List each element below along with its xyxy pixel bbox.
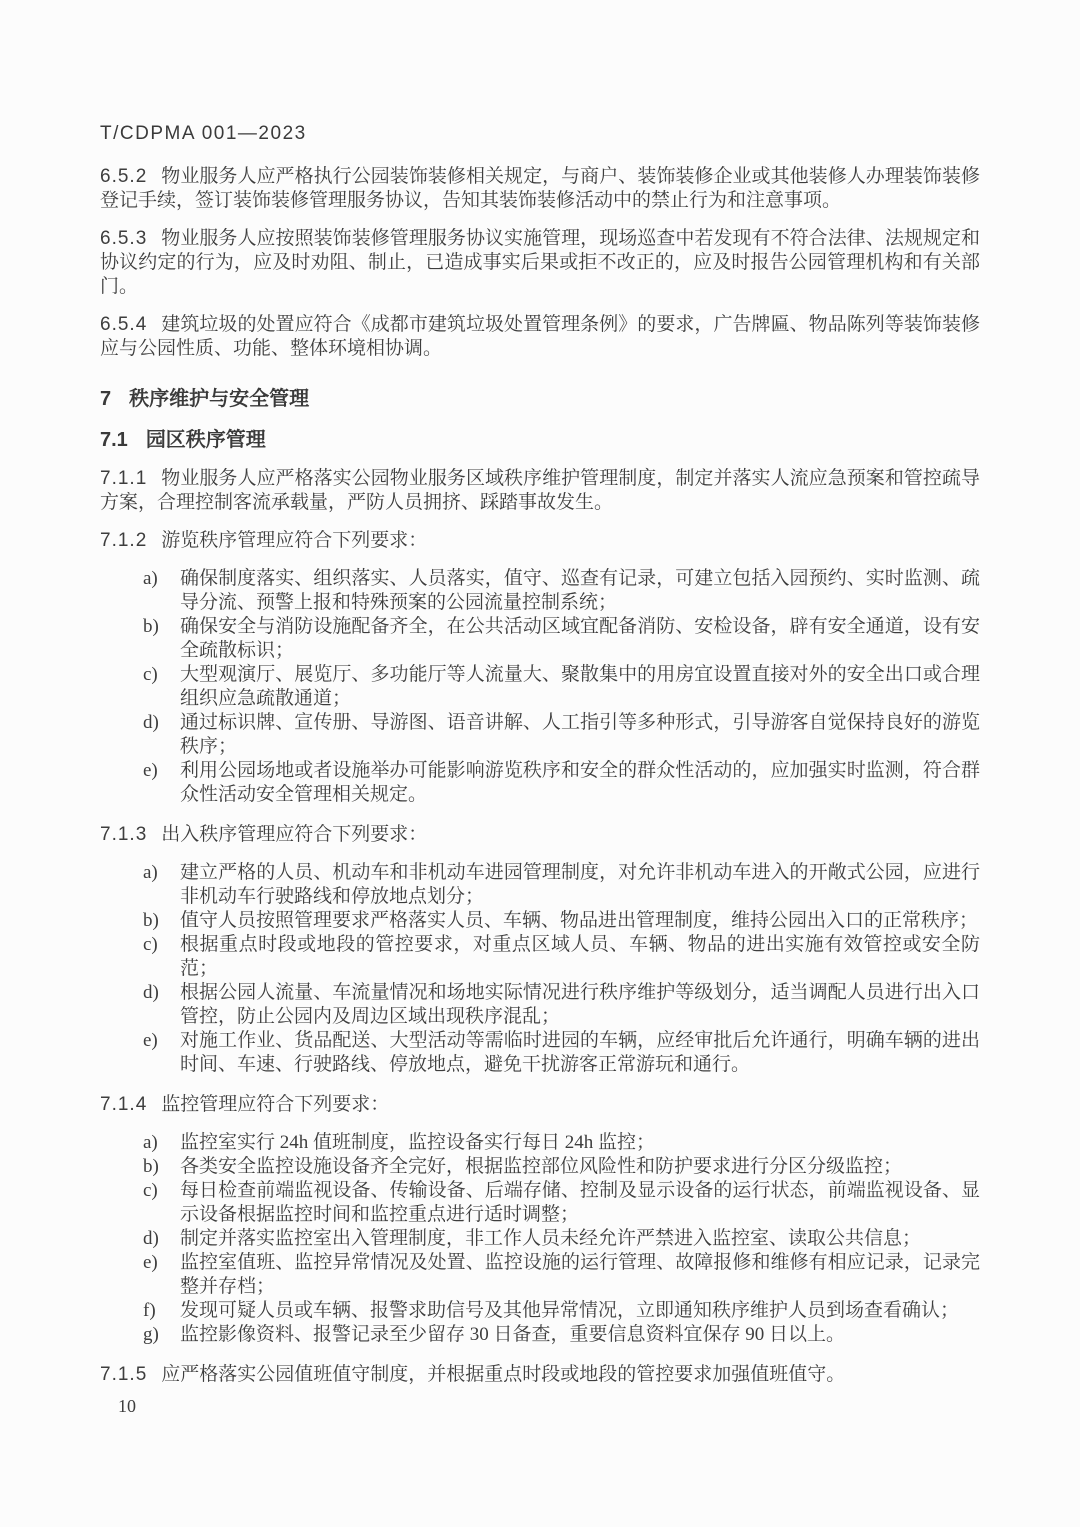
- item-label: c): [143, 1180, 158, 1201]
- item-label: c): [143, 934, 158, 955]
- item-text: 通过标识牌、宣传册、导游图、语音讲解、人工指引等多种形式，引导游客自觉保持良好的游览秩序；: [180, 712, 980, 757]
- list-item: [100, 567, 980, 615]
- item-text: 制定并落实监控室出入管理制度，非工作人员未经允许严禁进入监控室、读取公共信息；: [180, 1228, 922, 1249]
- item-label: d): [143, 982, 159, 1003]
- list-item: [100, 759, 980, 807]
- item-text: 值守人员按照管理要求严格落实人员、车辆、物品进出管理制度，维持公园出入口的正常秩序；: [180, 910, 979, 931]
- section-7-heading: [100, 387, 980, 412]
- document-code-header: T/CDPMA 001—2023: [100, 123, 307, 144]
- item-label: e): [143, 760, 158, 781]
- clause-number: 7.1.4: [100, 1094, 148, 1115]
- item-label: g): [143, 1324, 159, 1345]
- item-label: f): [143, 1300, 156, 1321]
- item-text: 确保制度落实、组织落实、人员落实，值守、巡查有记录，可建立包括入园预约、实时监测、疏导分流、预警上报和特殊预案的公园流量控制系统；: [180, 568, 980, 613]
- item-text: 监控室实行 24h 值班制度，监控设备实行每日 24h 监控；: [180, 1132, 656, 1153]
- item-text: 对施工作业、货品配送、大型活动等需临时进园的车辆，应经审批后允许通行，明确车辆的进出时间、车速、行驶路线、停放地点，避免干扰游客正常游玩和通行。: [180, 1030, 980, 1075]
- heading-number: 7.1: [100, 429, 128, 451]
- item-text: 建立严格的人员、机动车和非机动车进园管理制度，对允许非机动车进入的开敞式公园，应进行非机动车行驶路线和停放地点划分；: [180, 862, 980, 907]
- clause-text: 监控管理应符合下列要求：: [161, 1094, 390, 1115]
- clause-6-5-2: [100, 165, 980, 213]
- item-label: a): [143, 568, 158, 589]
- clause-text: 应严格落实公园值班值守制度，并根据重点时段或地段的管控要求加强值班值守。: [161, 1364, 846, 1385]
- list-item: [100, 1131, 980, 1155]
- clause-text: 物业服务人应严格落实公园物业服务区域秩序维护管理制度，制定并落实人流应急预案和管控疏导方案，合理控制客流承载量，严防人员拥挤、踩踏事故发生。: [100, 468, 980, 513]
- item-text: 监控影像资料、报警记录至少留存 30 日备查，重要信息资料宜保存 90 日以上。: [180, 1324, 846, 1345]
- requirement-list-7-1-4: [100, 1131, 980, 1347]
- item-text: 利用公园场地或者设施举办可能影响游览秩序和安全的群众性活动的，应加强实时监测，符合群众性活动安全管理相关规定。: [180, 760, 980, 805]
- item-label: a): [143, 1132, 158, 1153]
- clause-number: 6.5.4: [100, 314, 148, 335]
- clause-6-5-3: [100, 227, 980, 299]
- item-label: d): [143, 712, 159, 733]
- clause-text: 建筑垃圾的处置应符合《成都市建筑垃圾处置管理条例》的要求，广告牌匾、物品陈列等装饰装修应与公园性质、功能、整体环境相协调。: [100, 314, 980, 359]
- section-7-1-heading: [100, 428, 980, 453]
- page-content: [100, 123, 980, 1401]
- list-item: [100, 1299, 980, 1323]
- list-item: [100, 1323, 980, 1347]
- clause-number: 7.1.3: [100, 824, 148, 845]
- clause-7-1-5: [100, 1363, 980, 1387]
- clause-number: 7.1.1: [100, 468, 148, 489]
- heading-text: 秩序维护与安全管理: [129, 388, 310, 410]
- clause-7-1-3: [100, 823, 980, 847]
- item-text: 根据重点时段或地段的管控要求，对重点区域人员、车辆、物品的进出实施有效管控或安全防范；: [180, 934, 980, 979]
- item-label: c): [143, 664, 158, 685]
- item-text: 发现可疑人员或车辆、报警求助信号及其他异常情况，立即通知秩序维护人员到场查看确认；: [180, 1300, 960, 1321]
- clause-text: 游览秩序管理应符合下列要求：: [161, 530, 428, 551]
- list-item: [100, 711, 980, 759]
- requirement-list-7-1-3: [100, 861, 980, 1077]
- list-item: [100, 909, 980, 933]
- list-item: [100, 1029, 980, 1077]
- item-label: b): [143, 910, 159, 931]
- clause-text: 物业服务人应按照装饰装修管理服务协议实施管理，现场巡查中若发现有不符合法律、法规规定和协议约定的行为，应及时劝阻、制止，已造成事实后果或拒不改正的，应及时报告公园管理机构和有关部门。: [100, 228, 980, 297]
- clause-number: 6.5.2: [100, 166, 148, 187]
- list-item: [100, 1179, 980, 1227]
- item-text: 每日检查前端监视设备、传输设备、后端存储、控制及显示设备的运行状态，前端监视设备、显示设备根据监控时间和监控重点进行适时调整；: [180, 1180, 980, 1225]
- item-text: 各类安全监控设施设备齐全完好，根据监控部位风险性和防护要求进行分区分级监控；: [180, 1156, 903, 1177]
- list-item: [100, 861, 980, 909]
- clause-7-1-2: [100, 529, 980, 553]
- clause-text: 物业服务人应严格执行公园装饰装修相关规定，与商户、装饰装修企业或其他装修人办理装饰装修登记手续，签订装饰装修管理服务协议，告知其装饰装修活动中的禁止行为和注意事项。: [100, 166, 980, 211]
- clause-7-1-1: [100, 467, 980, 515]
- heading-text: 园区秩序管理: [145, 429, 266, 451]
- clause-number: 7.1.2: [100, 530, 148, 551]
- list-item: [100, 1251, 980, 1299]
- clause-number: 6.5.3: [100, 228, 148, 249]
- item-label: b): [143, 616, 159, 637]
- item-text: 大型观演厅、展览厅、多功能厅等人流量大、聚散集中的用房宜设置直接对外的安全出口或合理组织应急疏散通道；: [180, 664, 980, 709]
- clause-text: 出入秩序管理应符合下列要求：: [161, 824, 428, 845]
- requirement-list-7-1-2: [100, 567, 980, 807]
- list-item: [100, 981, 980, 1029]
- list-item: [100, 663, 980, 711]
- heading-number: 7: [100, 388, 112, 410]
- item-label: d): [143, 1228, 159, 1249]
- clause-7-1-4: [100, 1093, 980, 1117]
- list-item: [100, 933, 980, 981]
- list-item: [100, 615, 980, 663]
- page-number: 10: [118, 1396, 136, 1416]
- item-text: 监控室值班、监控异常情况及处置、监控设施的运行管理、故障报修和维修有相应记录，记录完整并存档；: [180, 1252, 980, 1297]
- clause-number: 7.1.5: [100, 1364, 148, 1385]
- list-item: [100, 1227, 980, 1251]
- list-item: [100, 1155, 980, 1179]
- item-label: b): [143, 1156, 159, 1177]
- item-label: e): [143, 1030, 158, 1051]
- item-text: 确保安全与消防设施配备齐全，在公共活动区域宜配备消防、安检设备，辟有安全通道，设有安全疏散标识；: [180, 616, 980, 661]
- item-label: a): [143, 862, 158, 883]
- clause-6-5-4: [100, 313, 980, 361]
- item-text: 根据公园人流量、车流量情况和场地实际情况进行秩序维护等级划分，适当调配人员进行出入口管控，防止公园内及周边区域出现秩序混乱；: [180, 982, 980, 1027]
- item-label: e): [143, 1252, 158, 1273]
